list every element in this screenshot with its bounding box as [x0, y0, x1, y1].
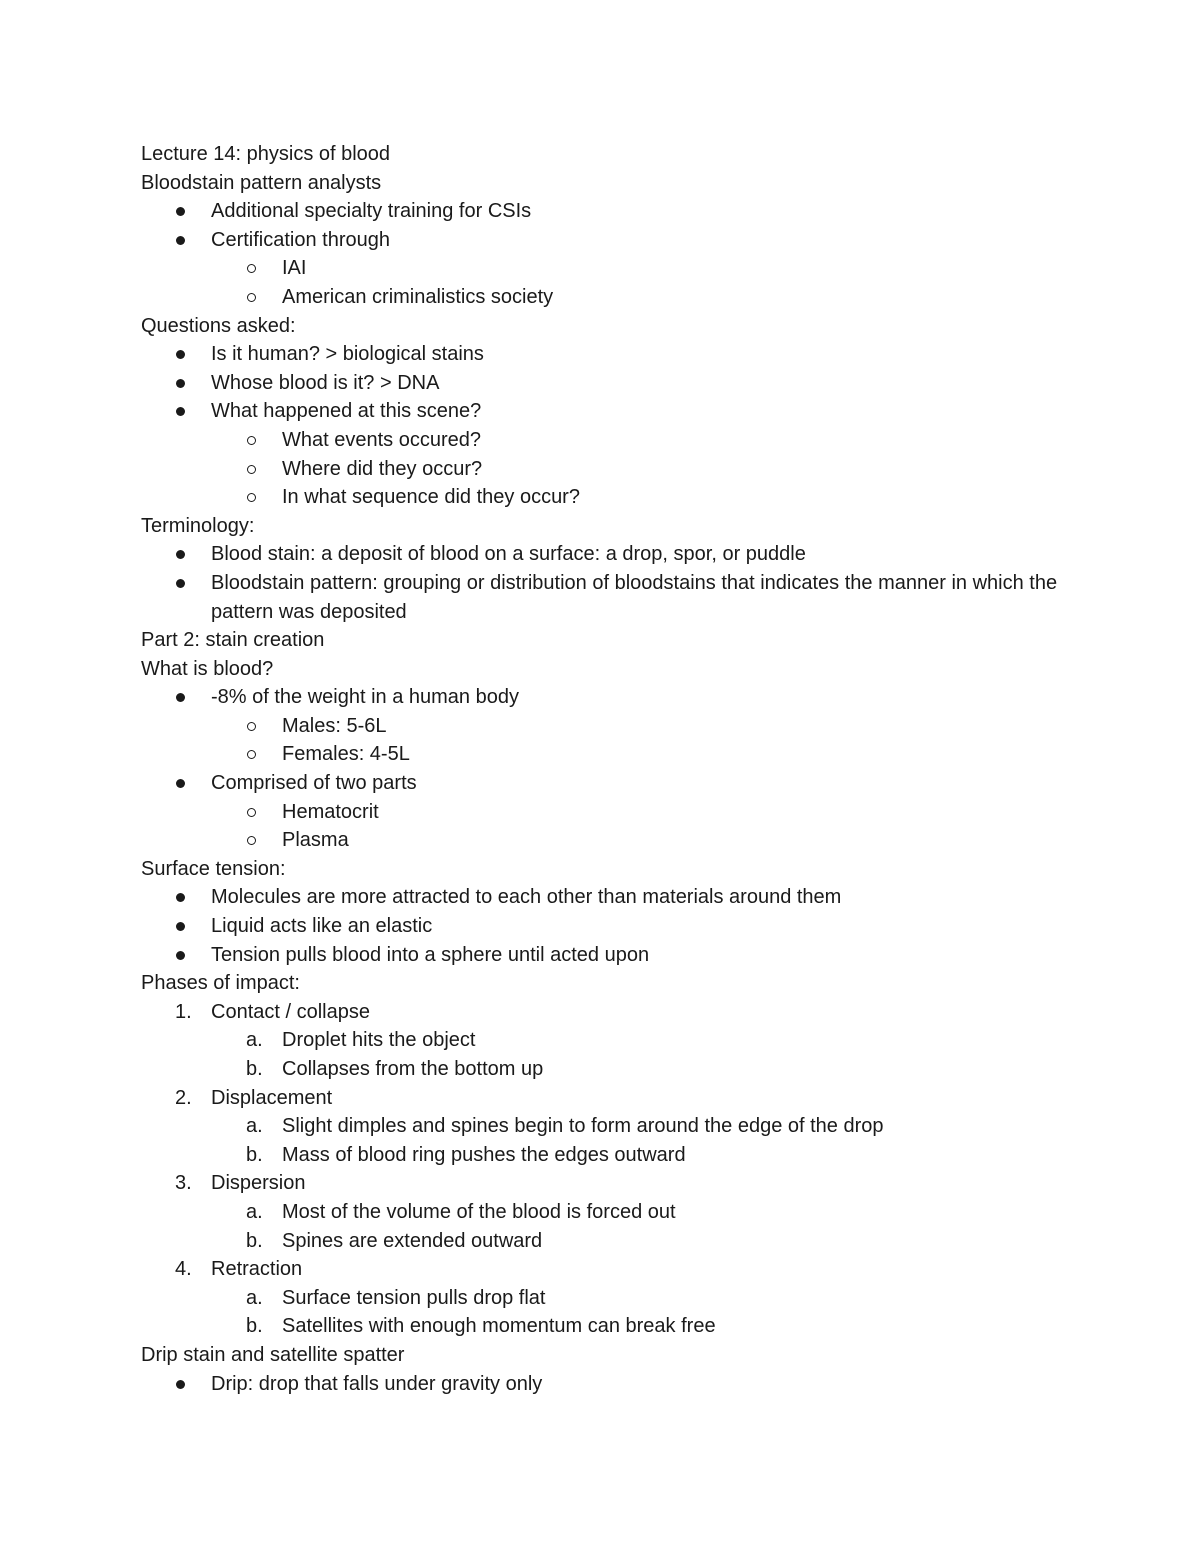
bullet-item — [141, 941, 1101, 970]
sub-bullet-item — [141, 283, 1101, 312]
sub-bullet-item — [141, 254, 1101, 283]
bullet-item — [141, 226, 1101, 255]
sub-bullet-item — [141, 740, 1101, 769]
section-heading-terminology: Terminology: — [141, 514, 255, 537]
sub-bullet-item — [141, 712, 1101, 741]
list-letter: a. — [246, 1200, 263, 1223]
bullet-circle-icon — [247, 836, 256, 845]
bullet-text: Drip: drop that falls under gravity only — [211, 1372, 543, 1395]
lettered-item — [141, 1141, 1101, 1170]
sub-bullet-item — [141, 426, 1101, 455]
bullet-text: Females: 4-5L — [282, 743, 410, 766]
bullet-item — [141, 912, 1101, 941]
bullet-dot-icon — [176, 922, 185, 931]
bullet-dot-icon — [176, 693, 185, 702]
bullet-circle-icon — [247, 436, 256, 445]
bullet-item — [141, 397, 1101, 426]
bullet-circle-icon — [247, 722, 256, 731]
section-heading-phases: Phases of impact: — [141, 972, 300, 995]
lettered-item — [141, 1227, 1101, 1256]
section-heading-part2: Part 2: stain creation — [141, 629, 325, 652]
list-number: 1. — [175, 1000, 192, 1023]
sub-bullet-item — [141, 798, 1101, 827]
item-text: Slight dimples and spines begin to form around the edge of the drop — [282, 1115, 884, 1138]
numbered-item — [141, 1084, 1101, 1113]
lettered-item — [141, 1055, 1101, 1084]
bullet-text: Where did they occur? — [282, 457, 483, 480]
numbered-item — [141, 1169, 1101, 1198]
item-text: Spines are extended outward — [282, 1229, 543, 1252]
sub-bullet-item — [141, 455, 1101, 484]
numbered-item — [141, 998, 1101, 1027]
bullet-text: Bloodstain pattern: grouping or distribution of bloodstains that indicates the manner in which the pattern was deposited — [211, 571, 1058, 623]
item-text: Retraction — [211, 1258, 303, 1281]
bullet-text: Tension pulls blood into a sphere until acted upon — [211, 943, 650, 966]
section-heading-drip: Drip stain and satellite spatter — [141, 1343, 405, 1366]
bullet-dot-icon — [176, 236, 185, 245]
list-letter: a. — [246, 1029, 263, 1052]
bullet-dot-icon — [176, 550, 185, 559]
section-heading-questions: Questions asked: — [141, 314, 296, 337]
sub-bullet-item — [141, 483, 1101, 512]
bullet-text: Is it human? > biological stains — [211, 343, 484, 366]
bullet-text: Whose blood is it? > DNA — [211, 371, 440, 394]
list-number: 2. — [175, 1086, 192, 1109]
item-text: Mass of blood ring pushes the edges outward — [282, 1143, 686, 1166]
bullet-text: Plasma — [282, 829, 349, 852]
bullet-item — [141, 540, 1101, 569]
bullet-circle-icon — [247, 750, 256, 759]
section-heading-analysts: Bloodstain pattern analysts — [141, 171, 382, 194]
bullet-dot-icon — [176, 579, 185, 588]
bullet-dot-icon — [176, 350, 185, 359]
bullet-text: What happened at this scene? — [211, 400, 482, 423]
bullet-text: Molecules are more attracted to each other than materials around them — [211, 886, 842, 909]
item-text: Contact / collapse — [211, 1000, 370, 1023]
bullet-text: Males: 5-6L — [282, 714, 387, 737]
list-number: 4. — [175, 1258, 192, 1281]
bullet-dot-icon — [176, 379, 185, 388]
bullet-dot-icon — [176, 893, 185, 902]
bullet-dot-icon — [176, 951, 185, 960]
document-title: Lecture 14: physics of blood — [141, 143, 391, 165]
bullet-dot-icon — [176, 207, 185, 216]
bullet-item — [141, 369, 1101, 398]
bullet-text: -8% of the weight in a human body — [211, 686, 519, 709]
section-heading-surface-tension: Surface tension: — [141, 857, 286, 880]
bullet-dot-icon — [176, 1380, 185, 1389]
bullet-item — [141, 683, 1101, 712]
bullet-text: Certification through — [211, 228, 390, 251]
bullet-text: What events occured? — [282, 428, 481, 451]
item-text: Droplet hits the object — [282, 1029, 476, 1052]
bullet-circle-icon — [247, 293, 256, 302]
bullet-text: Comprised of two parts — [211, 772, 417, 795]
bullet-circle-icon — [247, 493, 256, 502]
bullet-text: Hematocrit — [282, 800, 379, 823]
bullet-item — [141, 569, 1101, 626]
list-letter: b. — [246, 1143, 263, 1166]
bullet-item — [141, 197, 1101, 226]
bullet-item — [141, 340, 1101, 369]
bullet-circle-icon — [247, 465, 256, 474]
bullet-text: Additional specialty training for CSIs — [211, 200, 532, 223]
bullet-text: Blood stain: a deposit of blood on a surface: a drop, spor, or puddle — [211, 543, 806, 566]
bullet-item — [141, 1370, 1101, 1399]
bullet-dot-icon — [176, 779, 185, 788]
bullet-item — [141, 883, 1101, 912]
item-text: Displacement — [211, 1086, 333, 1109]
lettered-item — [141, 1112, 1101, 1141]
bullet-circle-icon — [247, 264, 256, 273]
document-body — [141, 140, 1101, 1398]
item-text: Dispersion — [211, 1172, 306, 1195]
section-heading-blood: What is blood? — [141, 657, 274, 680]
bullet-text: In what sequence did they occur? — [282, 486, 580, 509]
bullet-item — [141, 769, 1101, 798]
list-letter: a. — [246, 1286, 263, 1309]
lettered-item — [141, 1284, 1101, 1313]
item-text: Most of the volume of the blood is forced out — [282, 1200, 676, 1223]
lettered-item — [141, 1198, 1101, 1227]
bullet-text: Liquid acts like an elastic — [211, 915, 433, 938]
list-letter: b. — [246, 1315, 263, 1338]
lettered-item — [141, 1026, 1101, 1055]
bullet-dot-icon — [176, 407, 185, 416]
list-number: 3. — [175, 1172, 192, 1195]
bullet-text: IAI — [282, 257, 307, 280]
bullet-circle-icon — [247, 808, 256, 817]
list-letter: b. — [246, 1229, 263, 1252]
item-text: Surface tension pulls drop flat — [282, 1286, 546, 1309]
bullet-text: American criminalistics society — [282, 285, 554, 308]
list-letter: a. — [246, 1115, 263, 1138]
sub-bullet-item — [141, 826, 1101, 855]
lettered-item — [141, 1312, 1101, 1341]
numbered-item — [141, 1255, 1101, 1284]
list-letter: b. — [246, 1058, 263, 1080]
item-text: Satellites with enough momentum can break free — [282, 1315, 716, 1338]
item-text: Collapses from the bottom up — [282, 1058, 544, 1080]
